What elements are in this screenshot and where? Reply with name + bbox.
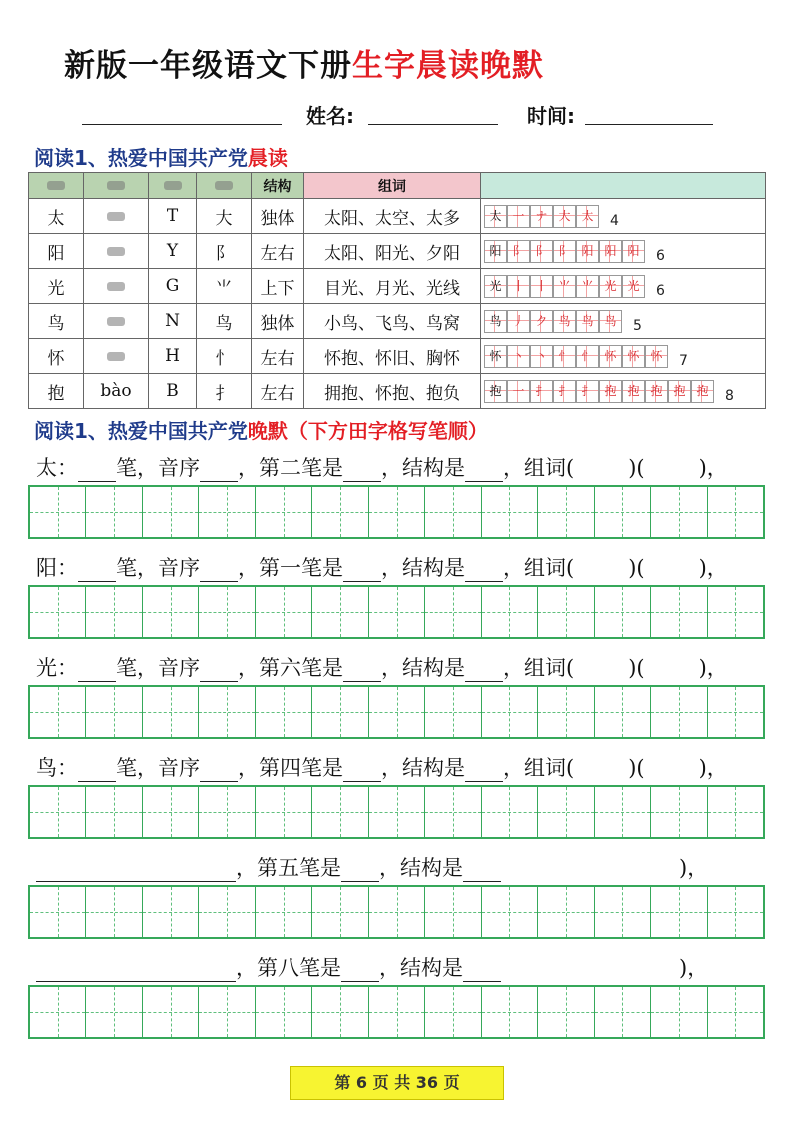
stroke-box: 阳: [622, 240, 645, 263]
cell-pinyin: bào: [84, 374, 149, 409]
stroke-box: 鸟: [576, 310, 599, 333]
tianzige-cell[interactable]: [85, 487, 141, 537]
tianzige-cell[interactable]: [707, 587, 763, 637]
stroke-box: 扌: [576, 380, 599, 403]
tianzige-cell[interactable]: [311, 887, 367, 937]
tianzige-cell[interactable]: [30, 487, 85, 537]
cell-radical: 忄: [197, 339, 252, 374]
stroke-blank[interactable]: [343, 459, 381, 482]
tianzige-cell[interactable]: [311, 687, 367, 737]
stroke-box: 抱: [691, 380, 714, 403]
tianzige-cell[interactable]: [30, 987, 85, 1037]
cell-pinyin: [84, 339, 149, 374]
cell-char: 鸟: [29, 304, 84, 339]
tianzige-cell[interactable]: [537, 987, 593, 1037]
tianzige-cell[interactable]: [424, 587, 480, 637]
table-header: [29, 173, 766, 199]
tianzige-cell[interactable]: [85, 587, 141, 637]
stroke-box: 忄: [576, 345, 599, 368]
stroke-box: 扌: [553, 380, 576, 403]
stroke-count: 6: [656, 248, 665, 264]
tianzige-cell[interactable]: [594, 587, 650, 637]
stroke-box: 阳: [484, 240, 507, 263]
tianzige-cell[interactable]: [481, 887, 537, 937]
table-row: [29, 269, 766, 304]
cell-radical: 大: [197, 199, 252, 234]
stroke-box: 丿: [507, 310, 530, 333]
stroke-box: 丶: [530, 345, 553, 368]
initial-blank[interactable]: [200, 559, 238, 582]
cell-radical: ⺌: [197, 269, 252, 304]
tianzige-cell[interactable]: [255, 487, 311, 537]
exercise-line: ，第五笔是 ，结构是 )，: [36, 852, 776, 882]
cell-stroke-order: [481, 339, 766, 374]
stroke-box: 抱: [599, 380, 622, 403]
stroke-count: 5: [633, 318, 642, 334]
structure-blank[interactable]: [463, 959, 501, 982]
stroke-question: 第一笔是: [259, 556, 343, 580]
tianzige-cell[interactable]: [424, 487, 480, 537]
stroke-box: 太: [484, 205, 507, 228]
tianzige-cell[interactable]: [707, 887, 763, 937]
tianzige-cell[interactable]: [85, 987, 141, 1037]
tianzige-grid[interactable]: [28, 785, 765, 839]
cell-stroke-order: [481, 269, 766, 304]
stroke-blank[interactable]: [343, 659, 381, 682]
tianzige-cell[interactable]: [368, 587, 424, 637]
stroke-box: 鸟: [553, 310, 576, 333]
name-label: 姓名:: [306, 104, 354, 128]
stroke-question: 第八笔是: [257, 956, 341, 980]
tianzige-cell[interactable]: [537, 887, 593, 937]
exercise-line: ，第八笔是 ，结构是 )，: [36, 952, 776, 982]
cell-initial: T: [149, 199, 197, 234]
tianzige-cell[interactable]: [255, 887, 311, 937]
tianzige-cell[interactable]: [424, 687, 480, 737]
cell-char: 光: [29, 269, 84, 304]
stroke-box: 怀: [599, 345, 622, 368]
cell-stroke-order: [481, 304, 766, 339]
tianzige-cell[interactable]: [707, 787, 763, 837]
structure-blank[interactable]: [465, 759, 503, 782]
tianzige-cell[interactable]: [424, 887, 480, 937]
blurred-blank[interactable]: [36, 959, 236, 982]
tianzige-cell[interactable]: [707, 987, 763, 1037]
cell-words: 拥抱、怀抱、抱负: [304, 374, 481, 409]
stroke-box: 丶: [507, 345, 530, 368]
page-footer: 第 6 页 共 36 页: [290, 1066, 504, 1100]
table-row: [29, 199, 766, 234]
tianzige-cell[interactable]: [30, 587, 85, 637]
tianzige-cell[interactable]: [368, 987, 424, 1037]
cell-initial: N: [149, 304, 197, 339]
stroke-box: 怀: [484, 345, 507, 368]
stroke-box: 光: [622, 275, 645, 298]
exercise-line: 光： 笔，音序 ，第六笔是 ，结构是 ，组词( )( )，: [36, 656, 728, 680]
tianzige-cell[interactable]: [650, 487, 706, 537]
stroke-blank[interactable]: [343, 559, 381, 582]
cell-char: 怀: [29, 339, 84, 374]
stroke-box: 怀: [622, 345, 645, 368]
word-table: [28, 172, 766, 409]
class-blank[interactable]: [82, 124, 282, 125]
tianzige-cell[interactable]: [594, 987, 650, 1037]
tianzige-cell[interactable]: [198, 987, 254, 1037]
cell-structure: 左右: [252, 339, 304, 374]
stroke-box: 丨: [507, 275, 530, 298]
stroke-box: 怀: [645, 345, 668, 368]
cell-structure: 独体: [252, 199, 304, 234]
cell-pinyin: [84, 269, 149, 304]
tianzige-cell[interactable]: [30, 787, 85, 837]
header-initial: [149, 173, 197, 199]
cell-initial: B: [149, 374, 197, 409]
stroke-box: 丨: [530, 275, 553, 298]
cell-words: 目光、月光、光线: [304, 269, 481, 304]
header-strokes: [481, 173, 766, 199]
tianzige-cell[interactable]: [481, 687, 537, 737]
cell-radical: 扌: [197, 374, 252, 409]
stroke-box: 太: [576, 205, 599, 228]
stroke-box: ⺌: [576, 275, 599, 298]
stroke-box: 光: [599, 275, 622, 298]
cell-words: 小鸟、飞鸟、鸟窝: [304, 304, 481, 339]
stroke-count-blank[interactable]: [78, 559, 116, 582]
blurred-blank[interactable]: [36, 859, 236, 882]
exercise-line: 阳： 笔，音序 ，第一笔是 ，结构是 ，组词( )( )，: [36, 556, 728, 580]
stroke-count: 4: [610, 213, 619, 229]
stroke-count-blank[interactable]: [78, 759, 116, 782]
cell-structure: 左右: [252, 374, 304, 409]
cell-words: 太阳、阳光、夕阳: [304, 234, 481, 269]
cell-pinyin: [84, 234, 149, 269]
structure-blank[interactable]: [465, 659, 503, 682]
tianzige-cell[interactable]: [707, 687, 763, 737]
tianzige-cell[interactable]: [255, 587, 311, 637]
section-heading-evening: 阅读1、热爱中国共产党晚默（下方田字格写笔顺）: [34, 419, 488, 443]
tianzige-cell[interactable]: [650, 787, 706, 837]
stroke-question: 第六笔是: [259, 656, 343, 680]
structure-blank[interactable]: [463, 859, 501, 882]
stroke-question: 第五笔是: [257, 856, 341, 880]
header-radical: [197, 173, 252, 199]
exercise-char: 鸟: [36, 756, 57, 780]
stroke-count: 6: [656, 283, 665, 299]
exercise-char: 阳: [36, 556, 57, 580]
tianzige-cell[interactable]: [85, 787, 141, 837]
tianzige-cell[interactable]: [142, 587, 198, 637]
tianzige-grid[interactable]: [28, 685, 765, 739]
tianzige-cell[interactable]: [650, 587, 706, 637]
tianzige-cell[interactable]: [537, 787, 593, 837]
tianzige-cell[interactable]: [481, 487, 537, 537]
tianzige-cell[interactable]: [311, 587, 367, 637]
stroke-box: 阝: [530, 240, 553, 263]
title-red: 生字晨读晚默: [352, 48, 544, 84]
tianzige-cell[interactable]: [30, 687, 85, 737]
stroke-box: 扌: [530, 380, 553, 403]
tianzige-cell[interactable]: [85, 887, 141, 937]
tianzige-cell[interactable]: [650, 687, 706, 737]
exercise-char: 光: [36, 656, 57, 680]
stroke-question: 第二笔是: [259, 456, 343, 480]
table-row: [29, 304, 766, 339]
tianzige-grid[interactable]: [28, 985, 765, 1039]
tianzige-cell[interactable]: [707, 487, 763, 537]
tianzige-cell[interactable]: [368, 487, 424, 537]
stroke-box: ナ: [530, 205, 553, 228]
section-heading-morning: 阅读1、热爱中国共产党晨读: [34, 146, 288, 170]
tianzige-cell[interactable]: [311, 987, 367, 1037]
cell-initial: H: [149, 339, 197, 374]
table-row: [29, 234, 766, 269]
stroke-box: 鸟: [599, 310, 622, 333]
stroke-box: 大: [553, 205, 576, 228]
tianzige-cell[interactable]: [142, 987, 198, 1037]
name-blank[interactable]: [368, 124, 498, 125]
stroke-count: 8: [725, 388, 734, 404]
cell-pinyin: [84, 199, 149, 234]
tianzige-grid[interactable]: [28, 885, 765, 939]
tianzige-cell[interactable]: [255, 987, 311, 1037]
stroke-box: 抱: [645, 380, 668, 403]
tianzige-cell[interactable]: [198, 687, 254, 737]
table-row: [29, 374, 766, 409]
tianzige-cell[interactable]: [594, 687, 650, 737]
stroke-box: 阝: [507, 240, 530, 263]
initial-blank[interactable]: [200, 659, 238, 682]
tianzige-cell[interactable]: [30, 887, 85, 937]
stroke-question: 第四笔是: [259, 756, 343, 780]
header-structure: 结构: [252, 173, 304, 199]
cell-stroke-order: [481, 199, 766, 234]
stroke-box: 抱: [668, 380, 691, 403]
stroke-box: 抱: [622, 380, 645, 403]
stroke-box: 一: [507, 205, 530, 228]
tianzige-cell[interactable]: [198, 787, 254, 837]
name-bar: [0, 98, 794, 130]
tianzige-cell[interactable]: [142, 887, 198, 937]
cell-structure: 独体: [252, 304, 304, 339]
tianzige-cell[interactable]: [142, 787, 198, 837]
time-label: 时间:: [527, 104, 575, 128]
tianzige-cell[interactable]: [368, 687, 424, 737]
exercise-char: 太: [36, 456, 57, 480]
exercise-line: 太： 笔，音序 ，第二笔是 ，结构是 ，组词( )( )，: [36, 456, 728, 480]
stroke-box: 光: [484, 275, 507, 298]
stroke-box: 忄: [553, 345, 576, 368]
page-title: [64, 40, 754, 88]
tianzige-cell[interactable]: [255, 787, 311, 837]
tianzige-cell[interactable]: [594, 487, 650, 537]
cell-words: 太阳、太空、太多: [304, 199, 481, 234]
cell-initial: G: [149, 269, 197, 304]
tianzige-cell[interactable]: [424, 987, 480, 1037]
tianzige-cell[interactable]: [311, 787, 367, 837]
tianzige-cell[interactable]: [255, 687, 311, 737]
structure-blank[interactable]: [465, 459, 503, 482]
tianzige-cell[interactable]: [650, 987, 706, 1037]
cell-char: 太: [29, 199, 84, 234]
cell-char: 阳: [29, 234, 84, 269]
cell-char: 抱: [29, 374, 84, 409]
stroke-blank[interactable]: [341, 859, 379, 882]
stroke-count: 7: [679, 353, 688, 369]
header-words: 组词: [304, 173, 481, 199]
tianzige-cell[interactable]: [537, 487, 593, 537]
tianzige-cell[interactable]: [424, 787, 480, 837]
tianzige-cell[interactable]: [594, 887, 650, 937]
stroke-count-blank[interactable]: [78, 659, 116, 682]
stroke-box: ク: [530, 310, 553, 333]
tianzige-cell[interactable]: [198, 487, 254, 537]
header-char: [29, 173, 84, 199]
tianzige-cell[interactable]: [650, 887, 706, 937]
stroke-blank[interactable]: [341, 959, 379, 982]
stroke-box: ⺌: [553, 275, 576, 298]
tianzige-grid[interactable]: [28, 585, 765, 639]
tianzige-cell[interactable]: [481, 787, 537, 837]
title-black: 新版一年级语文下册: [64, 48, 352, 84]
cell-structure: 左右: [252, 234, 304, 269]
tianzige-cell[interactable]: [537, 587, 593, 637]
tianzige-cell[interactable]: [85, 687, 141, 737]
stroke-box: 阳: [576, 240, 599, 263]
cell-stroke-order: [481, 234, 766, 269]
tianzige-cell[interactable]: [142, 487, 198, 537]
stroke-blank[interactable]: [343, 759, 381, 782]
exercise-line: 鸟： 笔，音序 ，第四笔是 ，结构是 ，组词( )( )，: [36, 756, 728, 780]
stroke-box: 鸟: [484, 310, 507, 333]
tianzige-cell[interactable]: [198, 587, 254, 637]
structure-blank[interactable]: [465, 559, 503, 582]
cell-radical: 鸟: [197, 304, 252, 339]
time-blank[interactable]: [585, 124, 713, 125]
table-row: [29, 339, 766, 374]
tianzige-cell[interactable]: [481, 587, 537, 637]
tianzige-cell[interactable]: [537, 687, 593, 737]
initial-blank[interactable]: [200, 759, 238, 782]
cell-structure: 上下: [252, 269, 304, 304]
stroke-box: 抱: [484, 380, 507, 403]
tianzige-cell[interactable]: [368, 887, 424, 937]
stroke-box: 阳: [599, 240, 622, 263]
tianzige-cell[interactable]: [594, 787, 650, 837]
initial-blank[interactable]: [200, 459, 238, 482]
cell-stroke-order: [481, 374, 766, 409]
cell-radical: 阝: [197, 234, 252, 269]
stroke-count-blank[interactable]: [78, 459, 116, 482]
tianzige-cell[interactable]: [481, 987, 537, 1037]
cell-initial: Y: [149, 234, 197, 269]
cell-words: 怀抱、怀旧、胸怀: [304, 339, 481, 374]
stroke-box: 阝: [553, 240, 576, 263]
tianzige-cell[interactable]: [198, 887, 254, 937]
header-pinyin: [84, 173, 149, 199]
tianzige-cell[interactable]: [311, 487, 367, 537]
tianzige-grid[interactable]: [28, 485, 765, 539]
stroke-box: 一: [507, 380, 530, 403]
cell-pinyin: [84, 304, 149, 339]
tianzige-cell[interactable]: [368, 787, 424, 837]
tianzige-cell[interactable]: [142, 687, 198, 737]
